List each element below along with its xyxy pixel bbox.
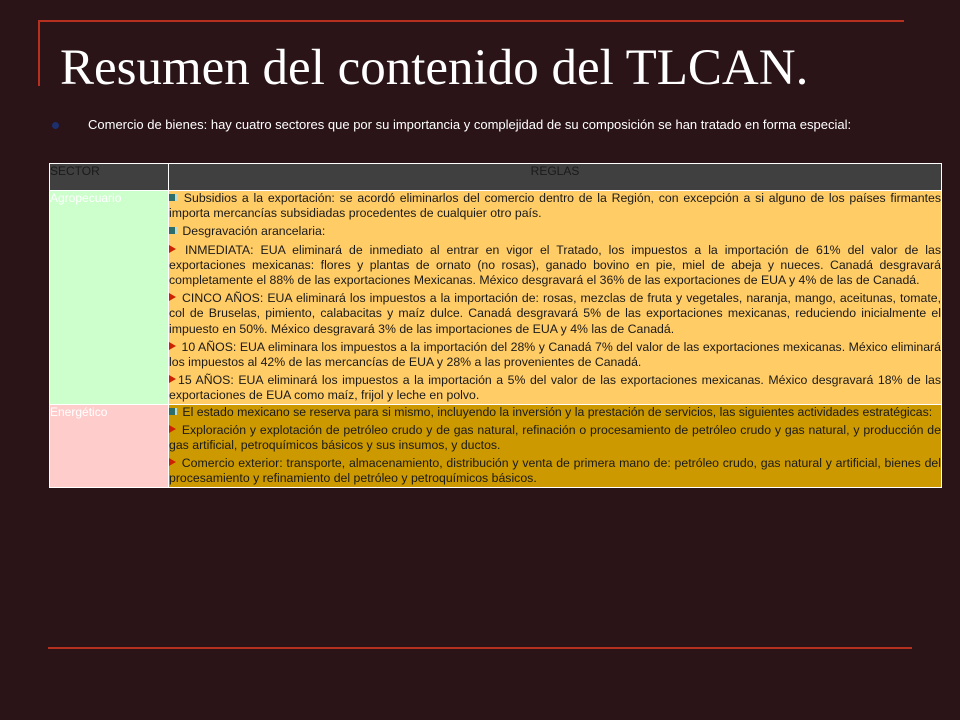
intro-bullet bbox=[52, 116, 932, 133]
rule-item bbox=[169, 224, 941, 239]
rule-item bbox=[169, 291, 941, 337]
arrow-bullet-icon bbox=[169, 245, 176, 253]
square-bullet-icon bbox=[169, 194, 177, 201]
rule-item bbox=[169, 405, 941, 420]
rule-item bbox=[169, 373, 941, 403]
rule-item bbox=[169, 456, 941, 486]
header-reglas: REGLAS bbox=[169, 164, 942, 191]
square-bullet-icon bbox=[169, 227, 177, 234]
top-accent-line bbox=[38, 20, 904, 22]
rule-text: INMEDIATA: EUA eliminará de inmediato al entrar en vigor el Tratado, los impuestos a la importación de 61% del valor de las exportaciones mexicanas: flores y plantas de ornato (no rosas), ganado bovino en pie, miel de abeja y nueces. Canadá desgravará completamente el 88% de las exportaciones Mexicanas. México desgravará el 36% de las exportaciones de EUA y 4% de las de Canadá. bbox=[169, 242, 942, 288]
rule-text: Subsidios a la exportación: se acordó eliminarlos del comercio dentro de la Región, con excepción a si alguno de los países firmantes importa mercancías subsidiadas procedentes de cualquier otro país. bbox=[169, 191, 941, 221]
intro-text: Comercio de bienes: hay cuatro sectores que por su importancia y complejidad de su composición se han tratado en forma especial: bbox=[88, 117, 852, 132]
rules-cell bbox=[169, 404, 942, 487]
slide-title: Resumen del contenido del TLCAN. bbox=[60, 40, 809, 96]
rule-item bbox=[169, 243, 941, 289]
rule-text: Comercio exterior: transporte, almacenamiento, distribución y venta de primera mano de: petróleo crudo, gas natural y artificial, bienes del procesamiento y refinamiento del petróleo y petroquímicos básicos. bbox=[169, 456, 941, 486]
rule-text: El estado mexicano se reserva para si mismo, incluyendo la inversión y la prestación de servicios, las siguientes actividades estratégicas: bbox=[182, 404, 933, 419]
arrow-bullet-icon bbox=[169, 425, 176, 433]
table-header-row bbox=[50, 164, 942, 191]
sectors-table bbox=[49, 163, 942, 488]
rules-cell bbox=[169, 191, 942, 405]
rule-text: CINCO AÑOS: EUA eliminará los impuestos a la importación de: rosas, mezclas de fruta y vegetales, naranja, mango, aceitunas, tomate, col de Bruselas, pimiento, calabacitas y maíz dulce. Canadá desgravará 5% de las exportaciones mexicanas, reduciendo inicialmente el impuesto en 50%. México desgravará 3% de las importaciones de EUA y 4% las de Canadá. bbox=[169, 291, 941, 336]
rule-text: Desgravación arancelaria: bbox=[182, 224, 326, 239]
table-row-agropecuario bbox=[50, 191, 942, 405]
bottom-accent-line bbox=[48, 647, 912, 649]
rule-text: Exploración y explotación de petróleo crudo y de gas natural, refinación o procesamiento de petróleo crudo y gas natural, y producción de gas artificial, petroquímicos básicos y sus insumos, y ductos. bbox=[169, 422, 941, 453]
header-sector: SECTOR bbox=[50, 164, 169, 191]
rule-item bbox=[169, 423, 941, 453]
arrow-bullet-icon bbox=[169, 375, 176, 383]
arrow-bullet-icon bbox=[169, 458, 176, 466]
sector-cell: Agropecuario bbox=[50, 191, 169, 405]
arrow-bullet-icon bbox=[169, 342, 176, 350]
square-bullet-icon bbox=[169, 408, 177, 415]
rule-item bbox=[169, 340, 941, 370]
rule-item bbox=[169, 191, 941, 221]
left-accent-line bbox=[38, 20, 40, 86]
round-bullet-icon bbox=[52, 122, 59, 129]
table-row-energetico bbox=[50, 404, 942, 487]
rule-text: 15 AÑOS: EUA eliminará los impuestos a la importación a 5% del valor de las exportaciones mexicanas. México desgravará 18% de las exportaciones de EUA como maíz, frijol y leche en polvo. bbox=[169, 373, 941, 403]
rule-text: 10 AÑOS: EUA eliminara los impuestos a la importación del 28% y Canadá 7% del valor de las exportaciones mexicanas. México eliminará los impuestos al 42% de las mercancías de EUA y 28% a las provenientes de Canadá. bbox=[169, 339, 941, 370]
arrow-bullet-icon bbox=[169, 293, 176, 301]
sector-cell: Energético bbox=[50, 404, 169, 487]
